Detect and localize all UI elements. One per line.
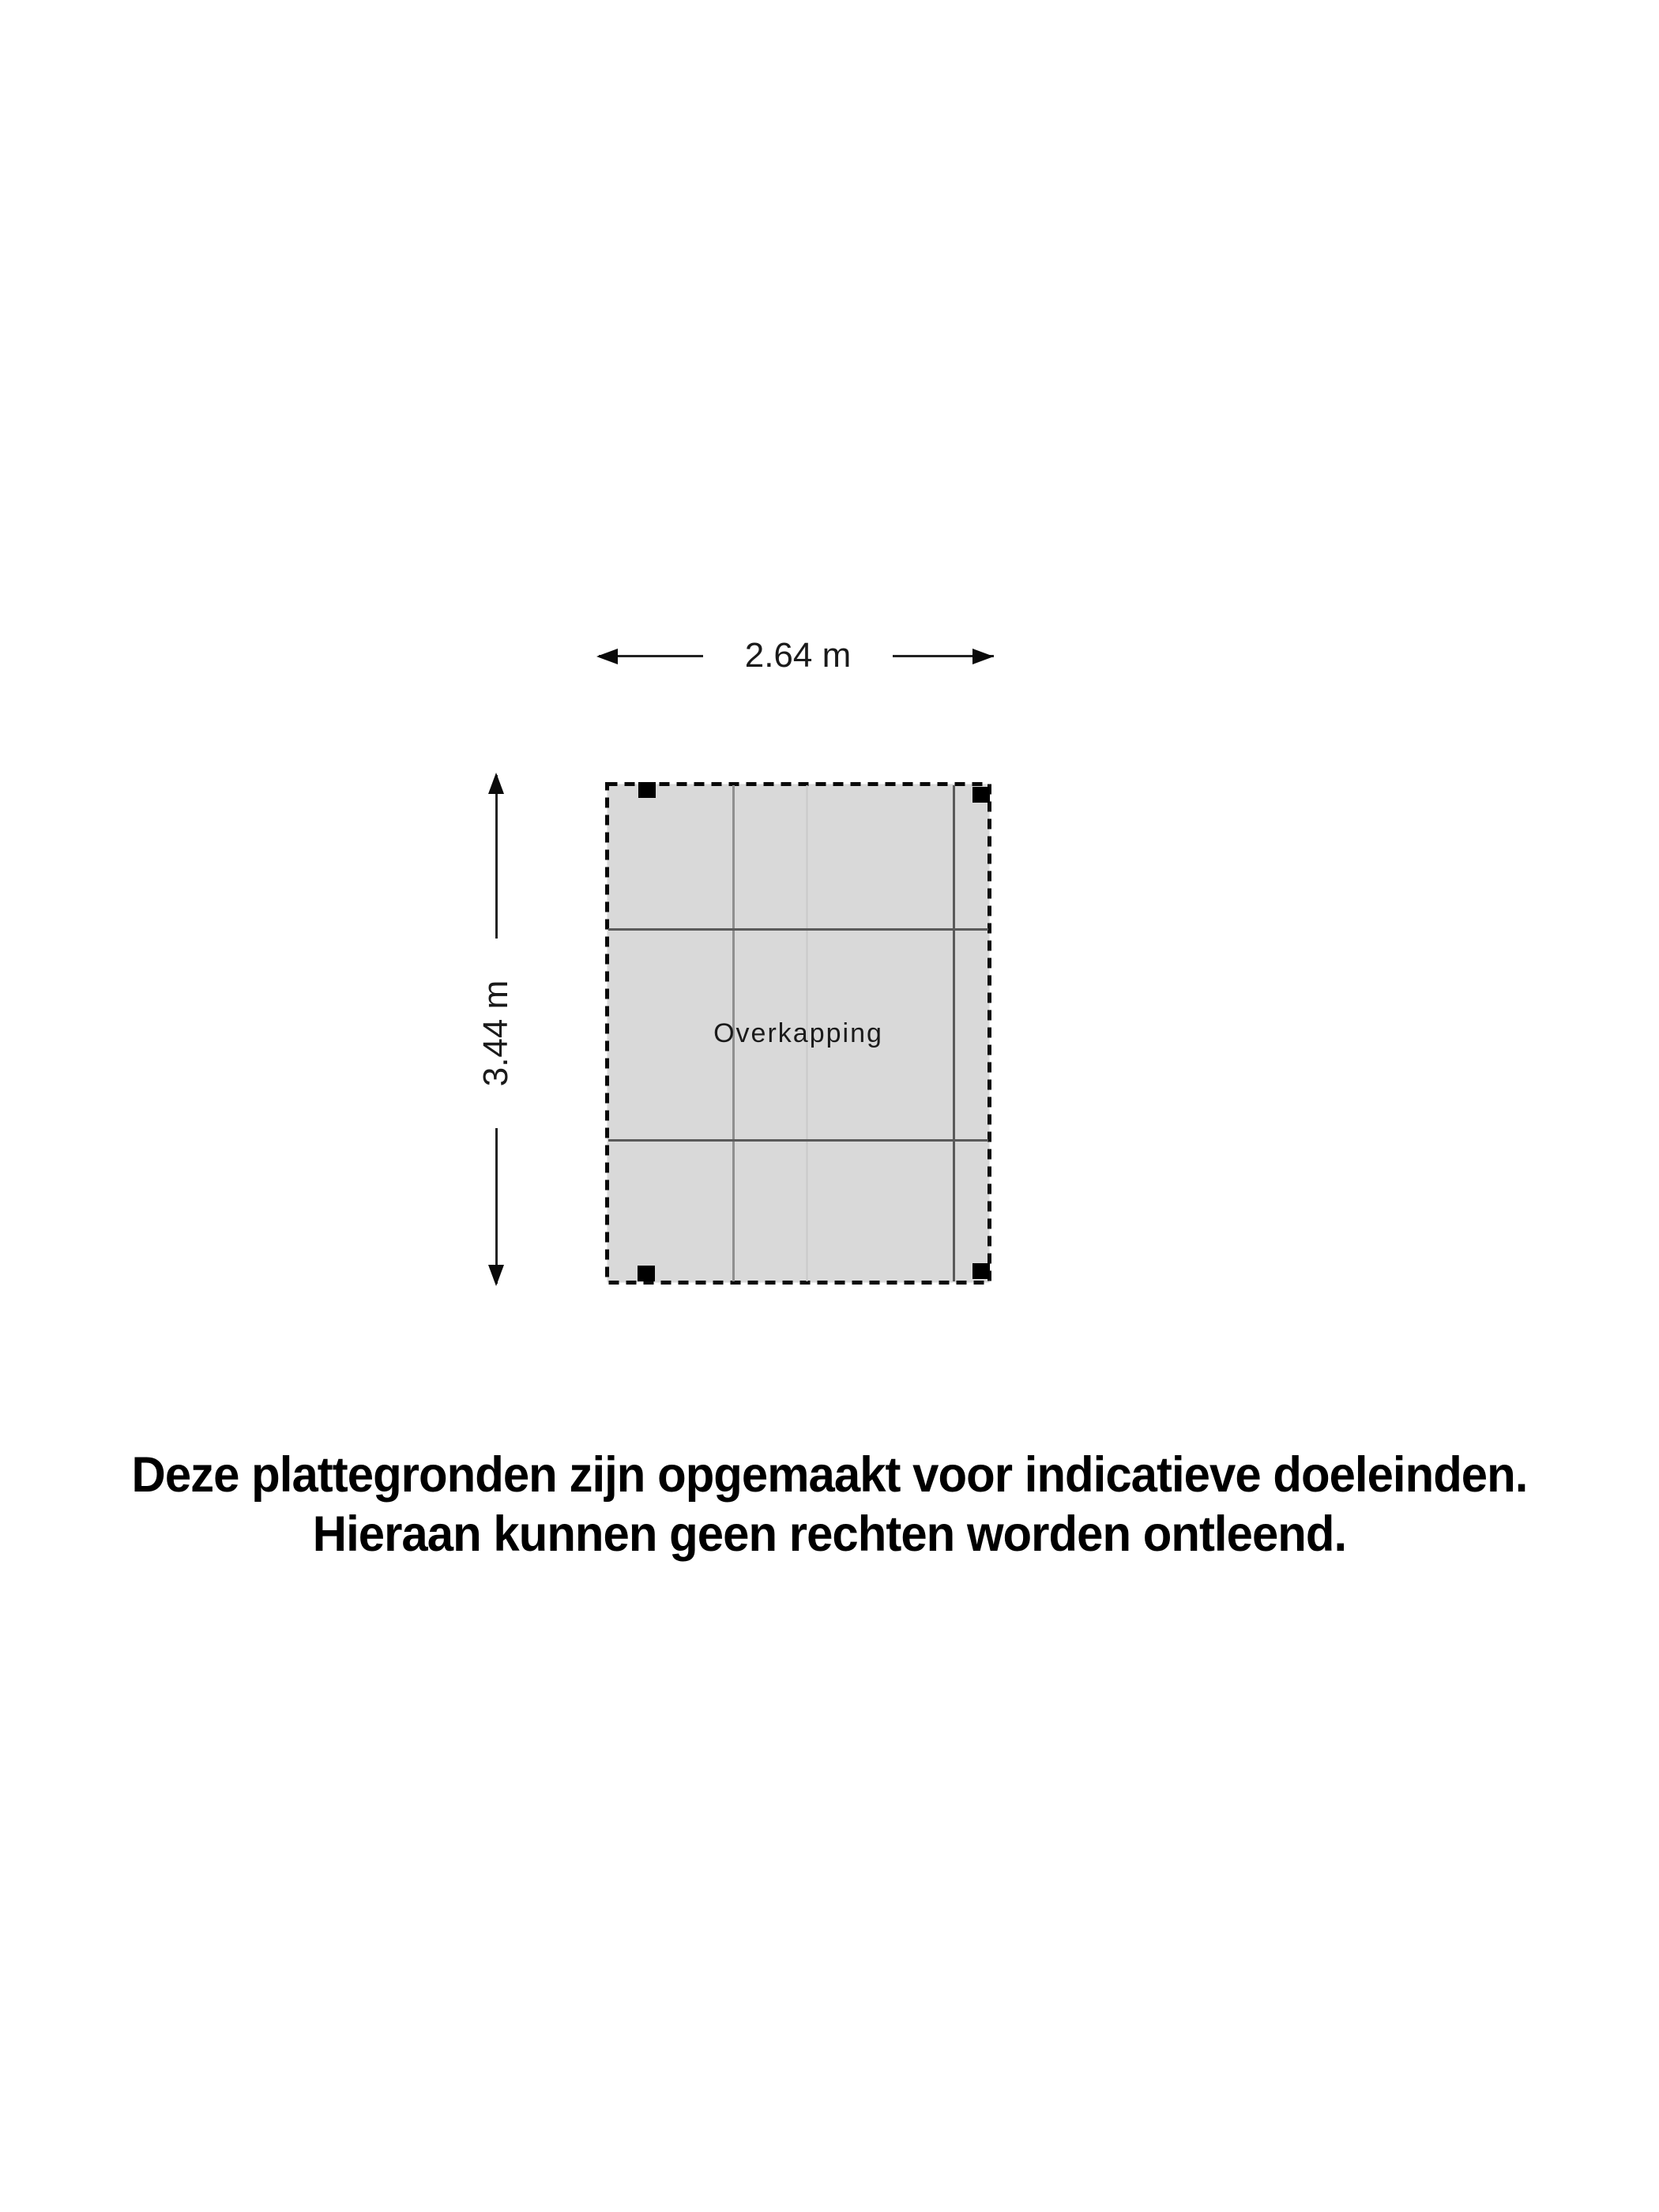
room-label: Overkapping [713, 1018, 883, 1048]
post-top-left [638, 782, 656, 798]
disclaimer-line-1: Deze plattegronden zijn opgemaakt voor indicatieve doeleinden. [131, 1447, 1528, 1503]
height-dimension-label: 3.44 m [472, 939, 521, 1128]
post-bottom-right [972, 1263, 990, 1279]
width-dimension-label: 2.64 m [703, 631, 893, 680]
disclaimer [0, 1446, 1659, 1564]
disclaimer-line-2: Hieraan kunnen geen rechten worden ontleend. [312, 1507, 1347, 1562]
arrowhead-left-icon [596, 649, 618, 664]
arrowhead-down-icon [488, 1265, 504, 1286]
post-bottom-left [638, 1266, 655, 1281]
post-top-right [972, 787, 990, 803]
arrowhead-up-icon [488, 773, 504, 794]
arrowhead-right-icon [972, 649, 994, 664]
